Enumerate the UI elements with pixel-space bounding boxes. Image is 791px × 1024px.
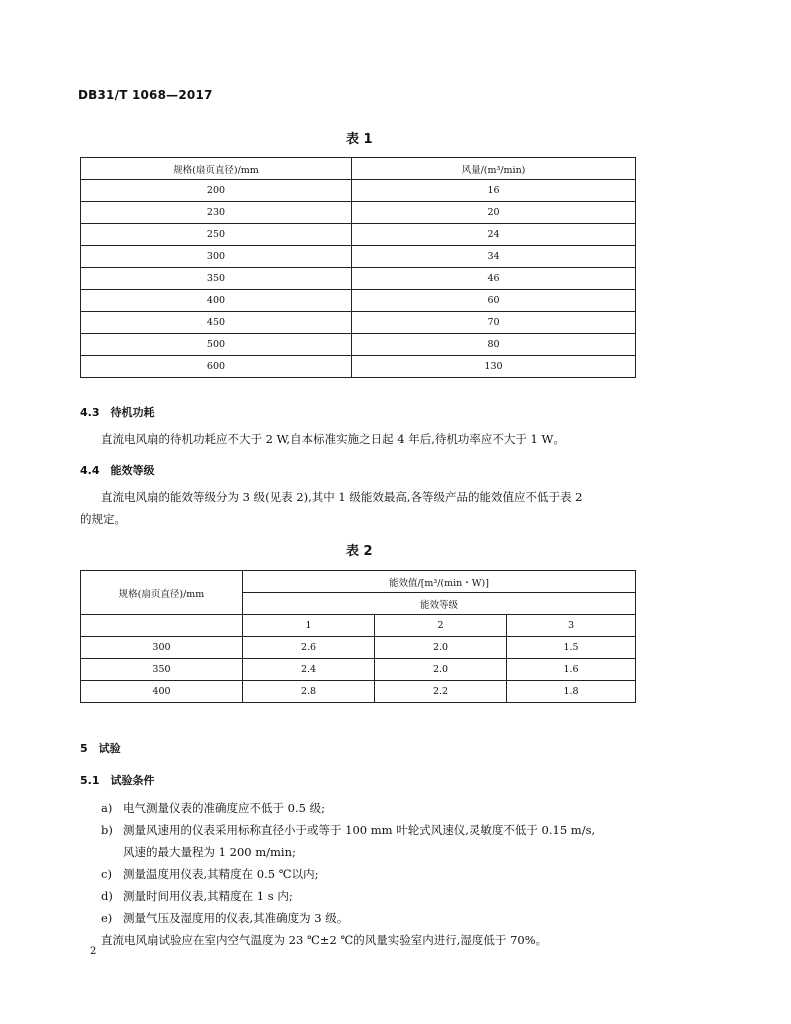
table-row [81, 637, 636, 659]
list-item-continuation: 风速的最大量程为 1 200 m/min; [123, 845, 296, 859]
table-cell: 450 [81, 312, 352, 334]
table-cell: 34 [352, 246, 636, 268]
list-item-label: c) [101, 867, 112, 881]
table1-header-cell: 规格(扇页直径)/mm [81, 158, 352, 180]
table1-header-row [81, 158, 636, 180]
table-cell: 130 [352, 356, 636, 378]
table-cell: 2.0 [375, 637, 507, 659]
table-cell: 350 [81, 659, 243, 681]
table-row [81, 246, 636, 268]
table1 [80, 157, 636, 378]
table-cell: 16 [352, 180, 636, 202]
table-cell: 20 [352, 202, 636, 224]
table-row [81, 659, 636, 681]
table-cell: 70 [352, 312, 636, 334]
table2-group-header: 能效值/[m³/(min・W)] [243, 571, 636, 593]
table-cell: 230 [81, 202, 352, 224]
table2 [80, 570, 636, 703]
table-cell: 2.8 [243, 681, 375, 703]
table2-grade-header: 2 [375, 615, 507, 637]
table-cell: 60 [352, 290, 636, 312]
list-item [101, 885, 293, 907]
table-cell: 2.4 [243, 659, 375, 681]
table-cell: 350 [81, 268, 352, 290]
list-item-label: b) [101, 823, 113, 837]
section-4-4-text-line1: 直流电风扇的能效等级分为 3 级(见表 2),其中 1 级能效最高,各等级产品的能效值应不低于表 2 [101, 490, 583, 504]
table-cell: 2.0 [375, 659, 507, 681]
list-item-label: a) [101, 801, 113, 815]
table1-header-cell: 风量/(m³/min) [352, 158, 636, 180]
table-row [81, 224, 636, 246]
table-cell: 2.2 [375, 681, 507, 703]
section-5-heading: 5 试验 [80, 742, 121, 755]
list-item-text: 电气测量仪表的准确度应不低于 0.5 级; [123, 801, 325, 815]
list-item-label: e) [101, 911, 113, 925]
table2-grade-header: 3 [507, 615, 636, 637]
table1-caption: 表 1 [346, 132, 373, 147]
list-item-text: 测量温度用仪表,其精度在 0.5 ℃以内; [123, 867, 319, 881]
table-cell: 2.6 [243, 637, 375, 659]
table-cell: 1.5 [507, 637, 636, 659]
table-cell: 80 [352, 334, 636, 356]
table-row [81, 681, 636, 703]
table2-grade-row [81, 615, 636, 637]
table-cell: 1.8 [507, 681, 636, 703]
table-cell: 1.6 [507, 659, 636, 681]
table-row [81, 180, 636, 202]
table-row [81, 290, 636, 312]
table2-header-row [81, 571, 636, 593]
table-cell: 300 [81, 637, 243, 659]
list-item-text: 测量时间用仪表,其精度在 1 s 内; [123, 889, 293, 903]
table-cell: 400 [81, 290, 352, 312]
list-item [101, 797, 325, 819]
table-row [81, 268, 636, 290]
table-cell: 300 [81, 246, 352, 268]
list-item-text: 测量风速用的仪表采用标称直径小于或等于 100 mm 叶轮式风速仪,灵敏度不低于 0.15 m/s, [123, 823, 596, 837]
section-4-3-heading: 4.3 待机功耗 [80, 406, 155, 419]
table-cell: 500 [81, 334, 352, 356]
table2-subgroup-header: 能效等级 [243, 593, 636, 615]
section-4-4-heading: 4.4 能效等级 [80, 464, 155, 477]
list-item [101, 863, 319, 885]
table-row [81, 356, 636, 378]
table-cell: 200 [81, 180, 352, 202]
table-cell [81, 615, 243, 637]
document-code: DB31/T 1068—2017 [78, 88, 213, 102]
section-4-4-text-line2: 的规定。 [80, 512, 126, 526]
section-5-1-heading: 5.1 试验条件 [80, 774, 155, 787]
list-item-label: d) [101, 889, 113, 903]
section-4-3-text: 直流电风扇的待机功耗应不大于 2 W,自本标准实施之日起 4 年后,待机功率应不大于 1 W。 [101, 432, 565, 446]
list-item [101, 819, 595, 841]
list-item [101, 907, 348, 929]
table2-grade-header: 1 [243, 615, 375, 637]
table-row [81, 202, 636, 224]
table-cell: 400 [81, 681, 243, 703]
table-row [81, 312, 636, 334]
table-cell: 250 [81, 224, 352, 246]
table2-caption: 表 2 [346, 544, 373, 559]
table-cell: 46 [352, 268, 636, 290]
table-row [81, 334, 636, 356]
page-number: 2 [90, 946, 97, 957]
table-cell: 600 [81, 356, 352, 378]
table-cell: 24 [352, 224, 636, 246]
list-item-text: 测量气压及湿度用的仪表,其准确度为 3 级。 [123, 911, 349, 925]
table2-col0-header: 规格(扇页直径)/mm [81, 571, 243, 615]
section-5-1-closing-text: 直流电风扇试验应在室内空气温度为 23 ℃±2 ℃的风量实验室内进行,湿度低于 70%。 [101, 933, 548, 947]
